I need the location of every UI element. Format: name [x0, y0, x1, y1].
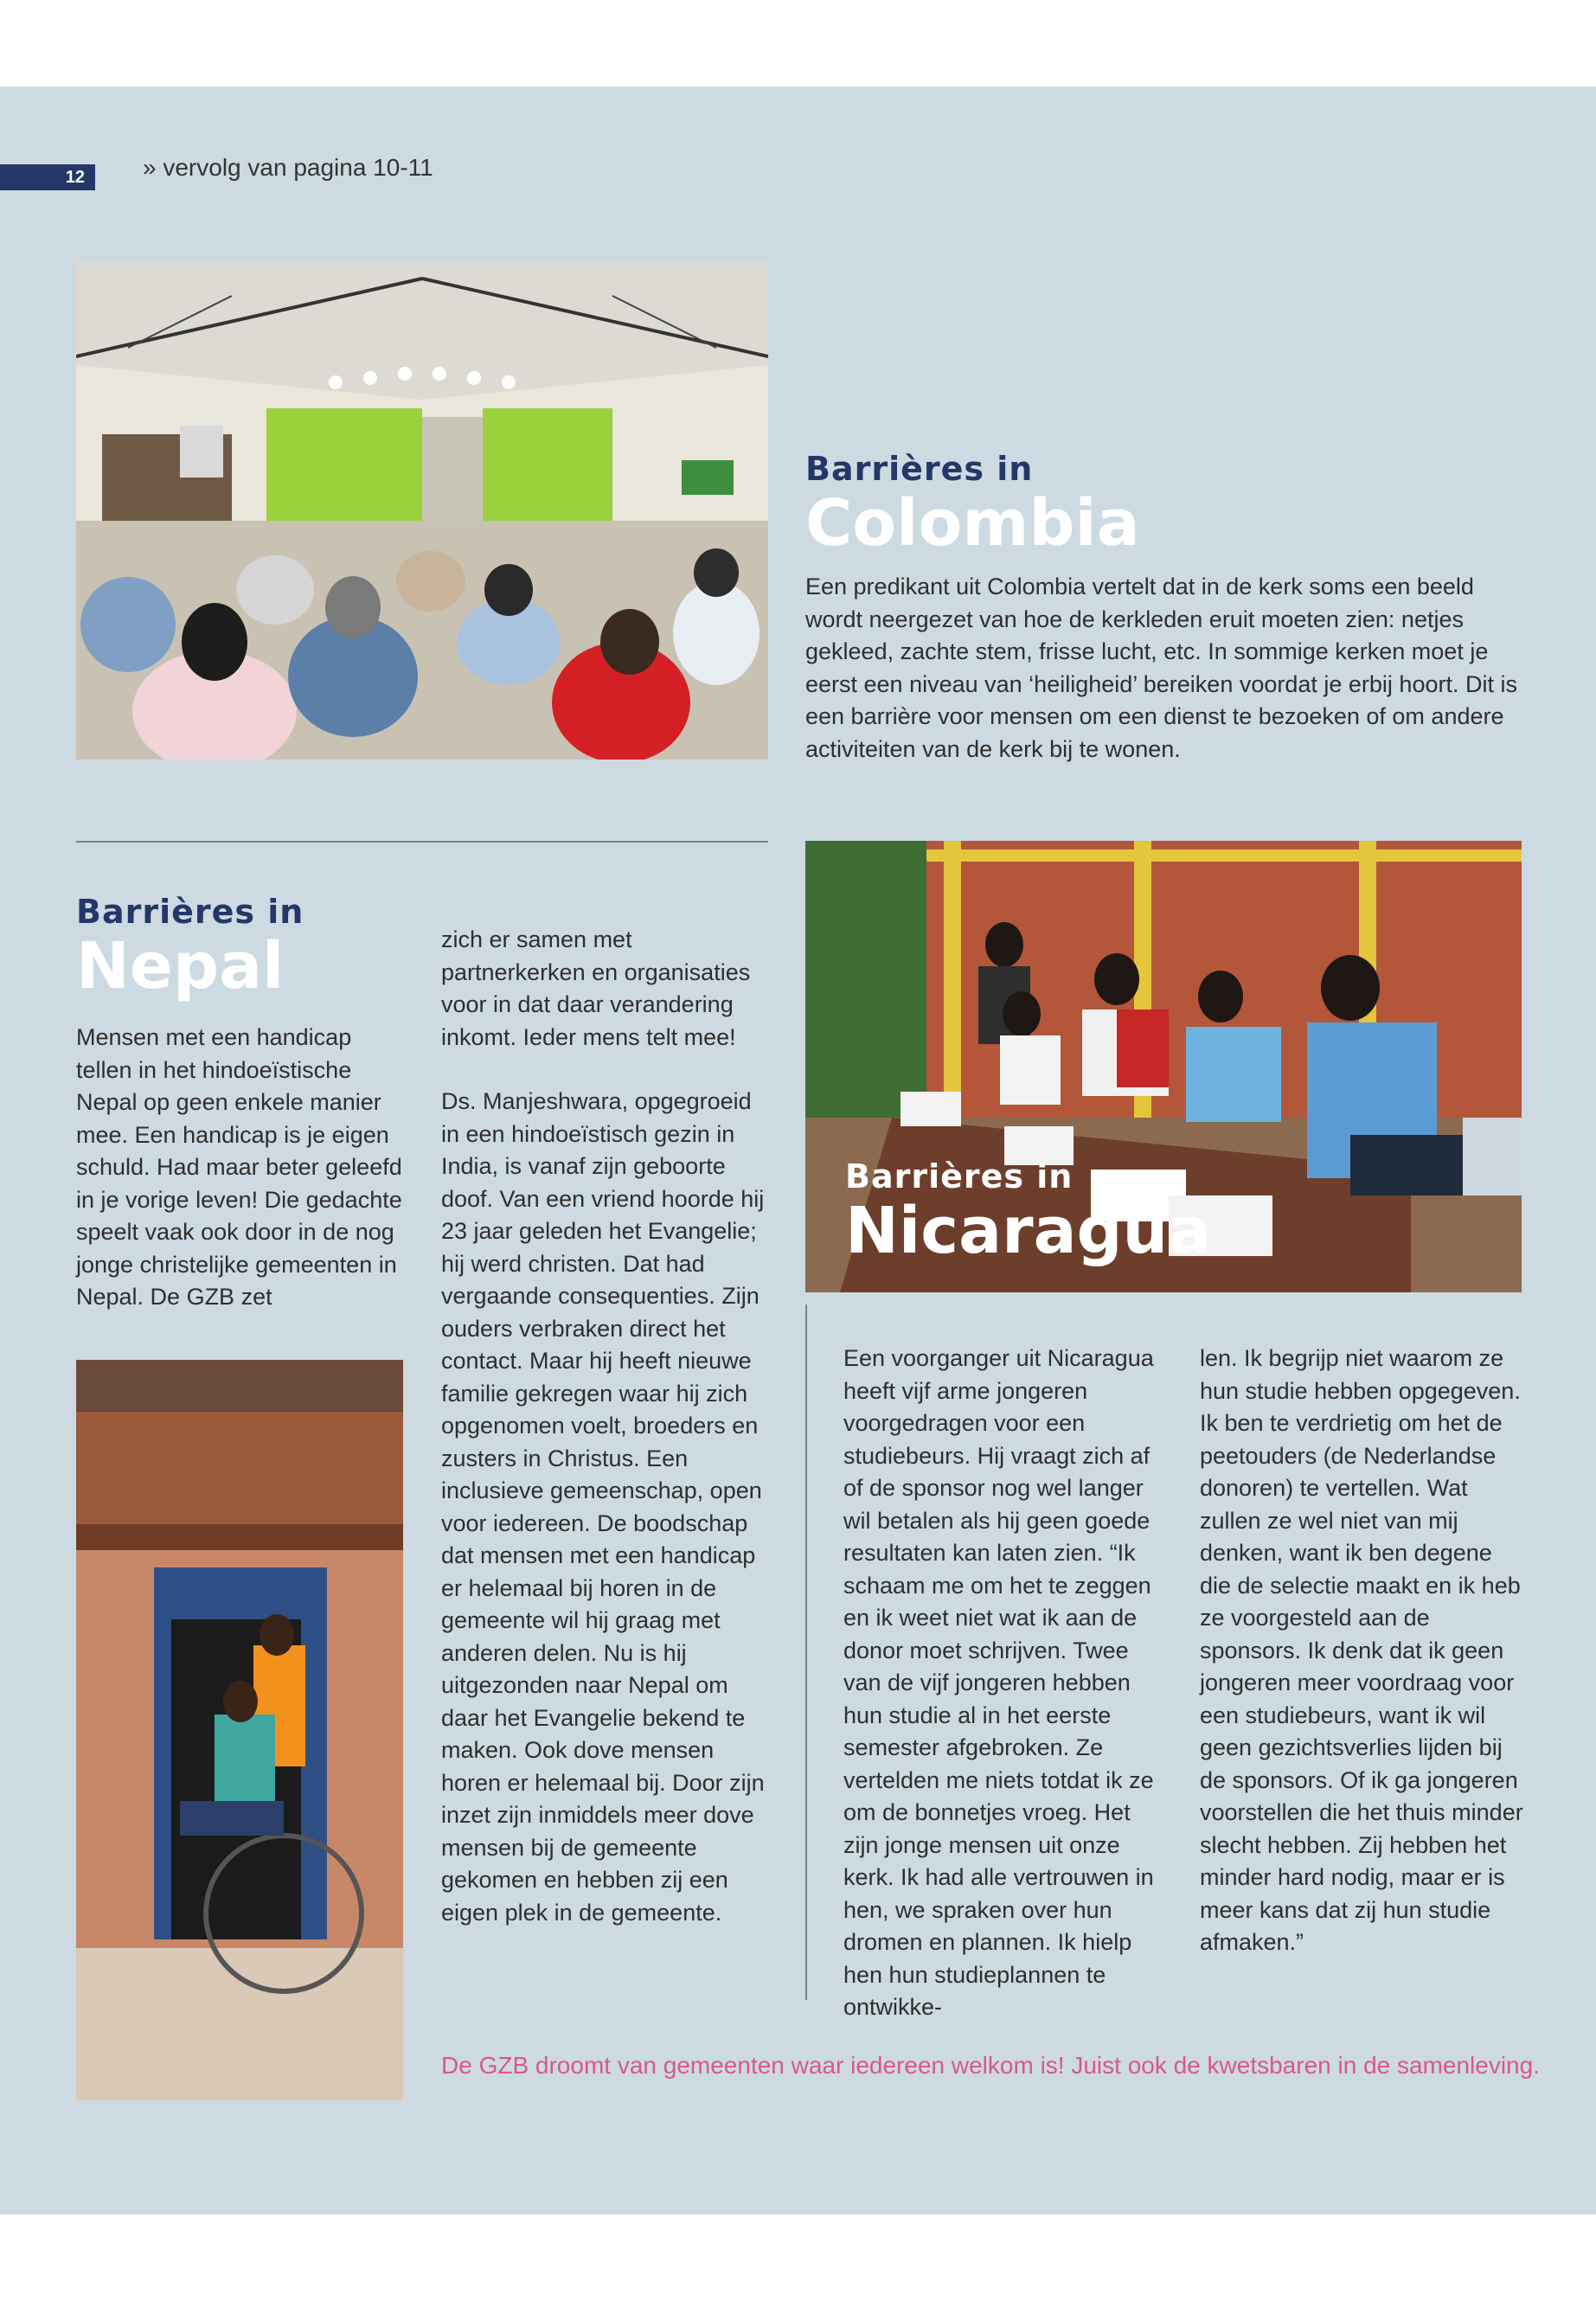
nicaragua-title: Nicaragua: [845, 1194, 1212, 1268]
nepal-title: Nepal: [76, 929, 285, 1003]
colombia-church-photo: [76, 261, 768, 760]
nicaragua-kicker: Barrières in: [845, 1157, 1074, 1195]
nepal-col2-paragraph-1: zich er samen met partnerkerken en organisaties voor in dat daar verandering inkomt. Ieder mens telt mee!: [441, 926, 751, 1050]
divider: [76, 841, 768, 843]
colombia-kicker: Barrières in: [805, 450, 1034, 488]
colombia-section: [805, 450, 1523, 561]
continued-note: » vervolg van pagina 10-11: [143, 154, 433, 181]
page-number: 12: [0, 164, 95, 190]
nepal-kicker: Barrières in: [76, 893, 304, 931]
nepal-section: [76, 893, 422, 1003]
nepal-wheelchair-photo: [76, 1360, 403, 2100]
nicaragua-heading: [845, 1157, 1451, 1268]
nepal-text-col1: Mensen met een handicap tellen in het hindoeïstische Nepal op geen enkele manier mee. Een handicap is je eigen schuld. Had maar beter geleefd in je vorige leven! Die gedachte speelt vaak ook door in de nog jonge christelijke gemeenten in Nepal. De GZB zet: [76, 1024, 402, 1310]
colombia-title: Colombia: [805, 486, 1140, 561]
colombia-text: Een predikant uit Colombia vertelt dat in de kerk soms een beeld wordt neergezet van hoe de kerkleden eruit moeten zien: netjes gekleed, zachte stem, frisse lucht, etc. In sommige kerken moet je eerst een niveau van ‘heiligheid’ bereiken voordat je erbij hoort. Dit is een barrière voor mensen om een dienst te bezoeken of om andere activiteiten van de kerk bij te wonen.: [805, 574, 1517, 762]
closing-statement: De GZB droomt van gemeenten waar iedereen welkom is! Juist ook de kwetsbaren in de samenleving.: [441, 2052, 1540, 2079]
nicaragua-text-col2: len. Ik begrijp niet waarom ze hun studie hebben opgegeven. Ik ben te verdrietig om het de peetouders (de Nederlandse donoren) te vertellen. Wat zullen ze wel niet van mij denken, want ik ben degene die de selectie maakt en ik heb ze voorgesteld aan de sponsors. Ik denk dat ik geen jongeren meer voordraag voor een studiebeurs, want ik wil geen gezichtsverlies lijden bij de sponsors. Of ik ga jongeren voorstellen die het thuis minder slecht hebben. Zij hebben het minder hard nodig, maar er is meer kans dat zij hun studie afmaken.”: [1200, 1345, 1523, 1955]
nepal-col2-paragraph-2: Ds. Manjeshwara, opgegroeid in een hindoeïstisch gezin in India, is vanaf zijn geboorte doof. Van een vriend hoorde hij 23 jaar geleden het Evangelie; hij werd christen. Dat had vergaande consequenties. Zijn ouders verbraken direct het contact. Maar hij heeft nieuwe familie gekregen waar hij zich opgenomen voelt, broeders en zusters in Christus. Een inclusieve gemeenschap, open voor iedereen. De boodschap dat mensen met een handicap er helemaal bij horen in de gemeente wil hij graag met anderen delen. Nu is hij uitgezonden naar Nepal om daar het Evangelie bekend te maken. Ook dove mensen horen er helemaal bij. Door zijn inzet zijn inmiddels meer dove mensen bij de gemeente gekomen en hebben zij een eigen plek in de gemeente.: [441, 1088, 765, 1926]
nepal-text-col2: [441, 924, 770, 1929]
nicaragua-text-col1: Een voorganger uit Nicaragua heeft vijf arme jongeren voorgedragen voor een studiebeurs. Hij vraagt zich af of de sponsor nog wel langer wil betalen als hij geen goede resultaten kan laten zien. “Ik schaam me om het te zeggen en ik weet niet wat ik aan de donor moet schrijven. Twee van de vijf jongeren hebben hun studie al in het eerste semester afgebroken. Ze vertelden me niets totdat ik ze om de bonnetjes vroeg. Het zijn jonge mensen uit onze kerk. Ik had alle vertrouwen in hen, we spraken over hun dromen en plannen. Ik hielp hen hun studieplannen te ontwikke-: [843, 1345, 1154, 2020]
column-rule: [805, 1304, 807, 2000]
